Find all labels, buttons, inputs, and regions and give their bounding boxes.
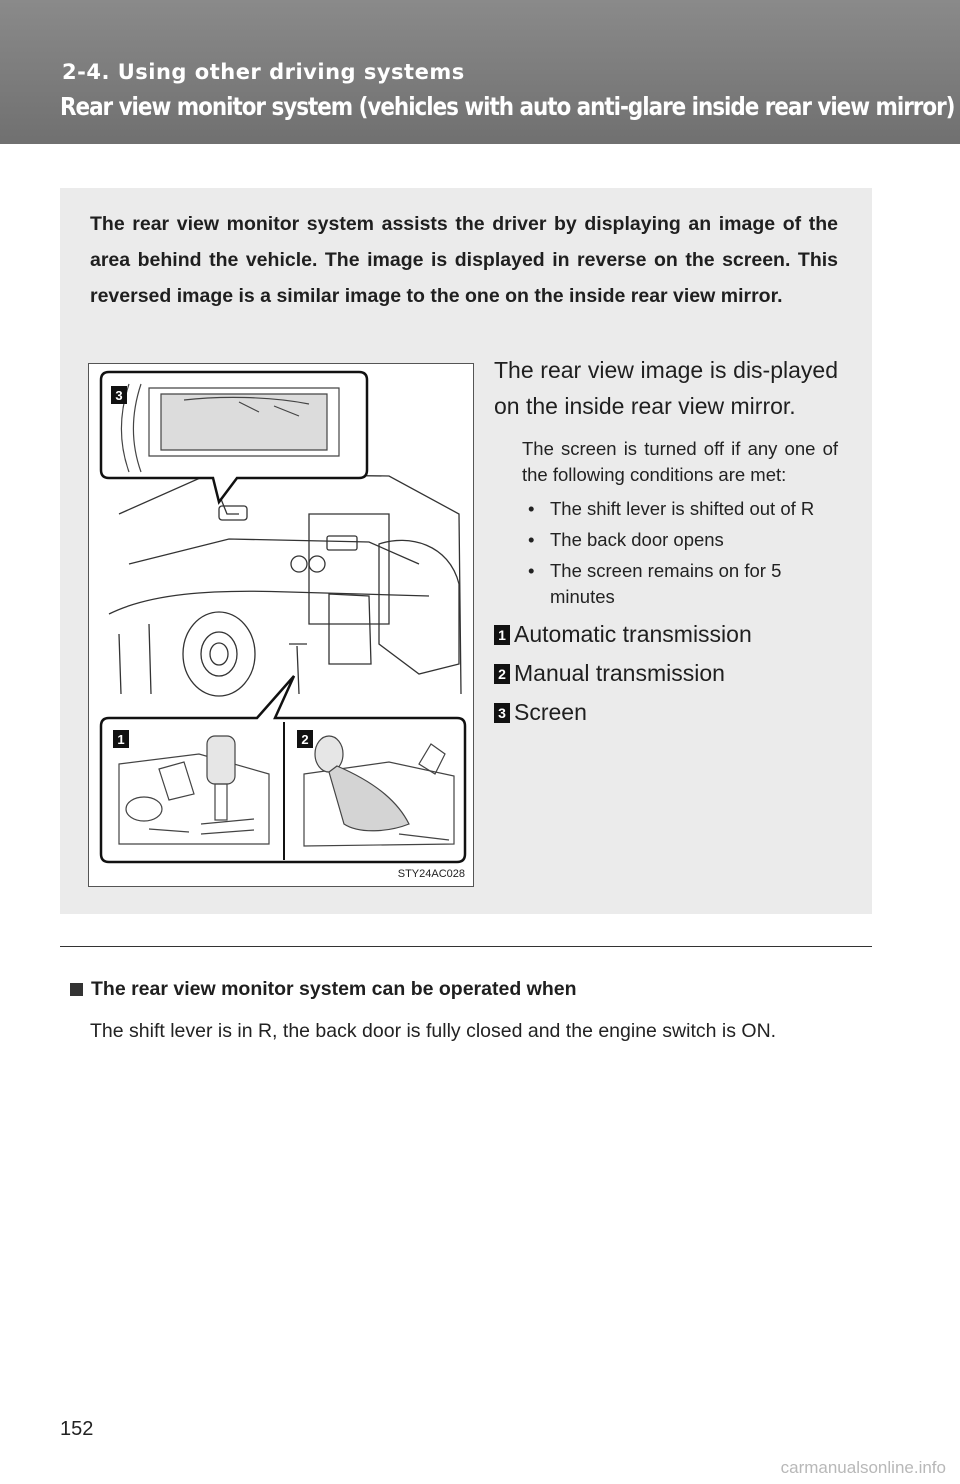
legend-badge: 1 — [494, 625, 510, 645]
section-label: 2-4. Using other driving systems — [62, 60, 465, 84]
note-text: The screen is turned off if any one of the following conditions are met: — [522, 438, 838, 485]
cabin-drawing — [89, 364, 473, 886]
page-title: Rear view monitor system (vehicles with auto anti-glare inside rear view mirror) — [60, 92, 955, 121]
figure-legend — [494, 615, 838, 732]
legend-label: Automatic transmission — [514, 621, 752, 647]
info-heading-text: The rear view monitor system can be operated when — [91, 978, 577, 1000]
figure-code: STY24AC028 — [397, 868, 465, 880]
legend-label: Manual transmission — [514, 660, 725, 686]
condition-list — [522, 496, 838, 610]
legend-label: Screen — [514, 699, 587, 725]
lead-text: The rear view image is dis-played on the inside rear view mirror. — [494, 357, 838, 419]
page-number: 152 — [60, 1418, 94, 1440]
list-item: • The back door opens — [522, 527, 838, 553]
info-heading — [70, 978, 576, 1001]
description-column — [494, 352, 838, 732]
legend-badge: 2 — [494, 664, 510, 684]
list-item: • The screen remains on for 5 minutes — [522, 558, 838, 610]
page-header — [0, 0, 960, 144]
legend-badge: 3 — [494, 703, 510, 723]
overview-box — [60, 188, 872, 914]
square-bullet-icon — [70, 983, 83, 996]
cabin-illustration — [88, 363, 474, 887]
intro-paragraph: The rear view monitor system assists the driver by displaying an image of the area behind the vehicle. The image is displayed in reverse on the screen. This reversed image is a similar image to the one on the inside rear view mirror. — [90, 213, 838, 307]
info-paragraph: The shift lever is in R, the back door is fully closed and the engine switch is ON. — [90, 1020, 777, 1042]
watermark: carmanualsonline.info — [780, 1458, 946, 1477]
callout-label-2: 2 — [301, 732, 309, 747]
legend-item — [494, 693, 838, 732]
list-item: • The shift lever is shifted out of R — [522, 496, 838, 522]
legend-item — [494, 654, 838, 693]
callout-label-1: 1 — [117, 732, 125, 747]
callout-badge-2 — [297, 730, 313, 748]
callout-label-3: 3 — [115, 388, 123, 403]
section-divider — [60, 946, 872, 947]
callout-badge-1 — [113, 730, 129, 748]
callout-badge-3 — [111, 386, 127, 404]
legend-item — [494, 615, 838, 654]
